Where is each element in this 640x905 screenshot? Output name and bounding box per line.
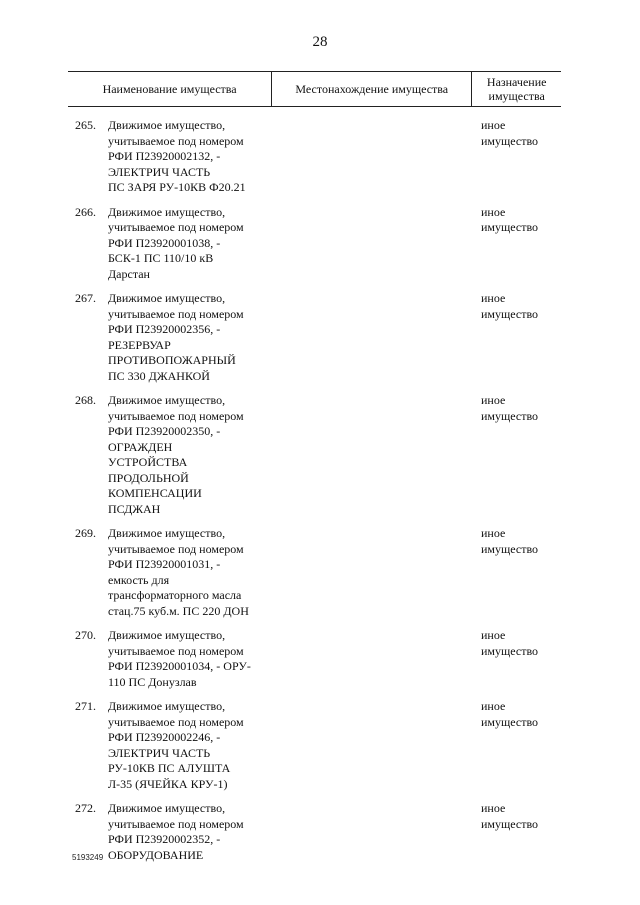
property-name <box>108 118 268 196</box>
table-row <box>0 393 640 517</box>
property-name-line: Дарстан <box>108 266 150 281</box>
property-name-line: КОМПЕНСАЦИИ <box>108 486 202 500</box>
property-name-line: РФИ П23920002350, - <box>108 424 221 438</box>
property-purpose-line: иное <box>481 291 506 305</box>
table-row <box>0 291 640 384</box>
property-purpose-line: иное <box>481 393 506 407</box>
property-name-line: РФИ П23920001038, - <box>108 235 221 250</box>
property-purpose-line: иное <box>481 118 506 132</box>
property-list <box>0 118 640 872</box>
property-purpose-line: имущество <box>481 133 539 148</box>
property-name-line: Движимое имущество, <box>108 204 226 219</box>
property-name-line: Движимое имущество, <box>108 118 226 132</box>
property-name-line: ЭЛЕКТРИЧ ЧАСТЬ <box>108 164 211 179</box>
document-code: 5193249 <box>72 853 104 862</box>
property-name-line: Движимое имущество, <box>108 393 226 407</box>
property-name-line: ПС ЗАРЯ РУ-10КВ Ф20.21 <box>108 180 246 194</box>
property-purpose-line: иное <box>481 628 506 642</box>
property-purpose-line: иное <box>481 801 506 815</box>
property-purpose <box>481 291 561 322</box>
table-row <box>0 205 640 283</box>
header-purpose-column <box>472 72 561 106</box>
property-purpose-line: имущество <box>481 714 539 729</box>
property-purpose <box>481 118 561 149</box>
property-name-line: РФИ П23920002352, - <box>108 832 221 846</box>
row-number: 269. <box>75 526 96 540</box>
property-purpose <box>481 699 561 730</box>
property-name-line: Движимое имущество, <box>108 291 226 305</box>
property-name-line: Л-35 (ЯЧЕЙКА КРУ-1) <box>108 776 228 791</box>
property-name-line: учитываемое под номером <box>108 220 244 234</box>
property-name-line: ЭЛЕКТРИЧ ЧАСТЬ <box>108 745 211 760</box>
page-number: 28 <box>312 34 328 50</box>
property-name <box>108 291 268 384</box>
property-purpose <box>481 526 561 557</box>
property-name-line: учитываемое под номером <box>108 643 244 658</box>
property-purpose-line: иное <box>481 699 506 713</box>
property-name-line: емкость для <box>108 572 170 587</box>
property-purpose-line: имущество <box>481 306 539 321</box>
property-name-line: ПСДЖАН <box>108 501 161 516</box>
table-row <box>0 699 640 792</box>
row-number: 270. <box>75 628 96 642</box>
property-name-line: Движимое имущество, <box>108 801 226 815</box>
table-row <box>0 526 640 619</box>
header-name-column: Наименование имущества <box>68 72 272 106</box>
header-location-column: Местонахождение имущества <box>272 72 472 106</box>
property-purpose <box>481 393 561 424</box>
property-name-line: трансформаторного масла <box>108 588 242 602</box>
property-name-line: ПРОДОЛЬНОЙ <box>108 470 189 485</box>
property-purpose-line: имущество <box>481 816 539 831</box>
header-purpose-line2: имущества <box>488 89 545 103</box>
property-name-line: учитываемое под номером <box>108 133 244 148</box>
property-name <box>108 393 268 517</box>
property-name <box>108 526 268 619</box>
property-name-line: ОБОРУДОВАНИЕ <box>108 847 204 862</box>
property-name-line: РФИ П23920001031, - <box>108 557 221 571</box>
property-name-line: учитываемое под номером <box>108 714 244 729</box>
property-name-line: учитываемое под номером <box>108 816 244 831</box>
property-name-line: РФИ П23920002246, - <box>108 730 221 744</box>
property-name-line: Движимое имущество, <box>108 699 226 713</box>
property-name-line: учитываемое под номером <box>108 541 244 556</box>
property-purpose-line: иное <box>481 526 506 540</box>
property-purpose-line: имущество <box>481 408 539 423</box>
property-name <box>108 205 268 283</box>
property-name-line: учитываемое под номером <box>108 408 244 423</box>
property-name-line: Движимое имущество, <box>108 526 226 540</box>
property-name-line: ПС 330 ДЖАНКОЙ <box>108 368 210 383</box>
property-name-line: БСК-1 ПС 110/10 кВ <box>108 251 214 265</box>
row-number: 268. <box>75 393 96 407</box>
property-name <box>108 628 268 690</box>
property-name-line: 110 ПС Донузлав <box>108 674 197 689</box>
property-name-line: стац.75 куб.м. ПС 220 ДОН <box>108 603 249 618</box>
property-name <box>108 801 268 863</box>
property-purpose-line: иное <box>481 204 506 219</box>
property-name-line: ОГРАЖДЕН <box>108 439 173 454</box>
property-name-line: РФИ П23920001034, - ОРУ- <box>108 659 251 673</box>
table-row <box>0 628 640 690</box>
row-number: 272. <box>75 801 96 815</box>
table-header <box>68 71 561 107</box>
property-name-line: учитываемое под номером <box>108 306 244 321</box>
property-name-line: РФИ П23920002132, - <box>108 149 221 163</box>
property-purpose-line: имущество <box>481 643 539 658</box>
property-purpose <box>481 628 561 659</box>
property-name-line: ПРОТИВОПОЖАРНЫЙ <box>108 353 236 367</box>
property-purpose <box>481 205 561 236</box>
row-number: 267. <box>75 291 96 305</box>
row-number: 265. <box>75 118 96 132</box>
row-number: 271. <box>75 699 96 713</box>
property-name-line: УСТРОЙСТВА <box>108 455 188 469</box>
property-purpose <box>481 801 561 832</box>
row-number: 266. <box>75 204 96 219</box>
property-name-line: РУ-10КВ ПС АЛУШТА <box>108 761 231 775</box>
property-name-line: Движимое имущество, <box>108 628 226 642</box>
property-name <box>108 699 268 792</box>
property-name-line: РЕЗЕРВУАР <box>108 337 171 352</box>
property-purpose-line: имущество <box>481 541 539 556</box>
property-name-line: РФИ П23920002356, - <box>108 322 221 336</box>
property-purpose-line: имущество <box>481 220 539 234</box>
table-row <box>0 118 640 196</box>
header-purpose-line1: Назначение <box>486 75 547 89</box>
